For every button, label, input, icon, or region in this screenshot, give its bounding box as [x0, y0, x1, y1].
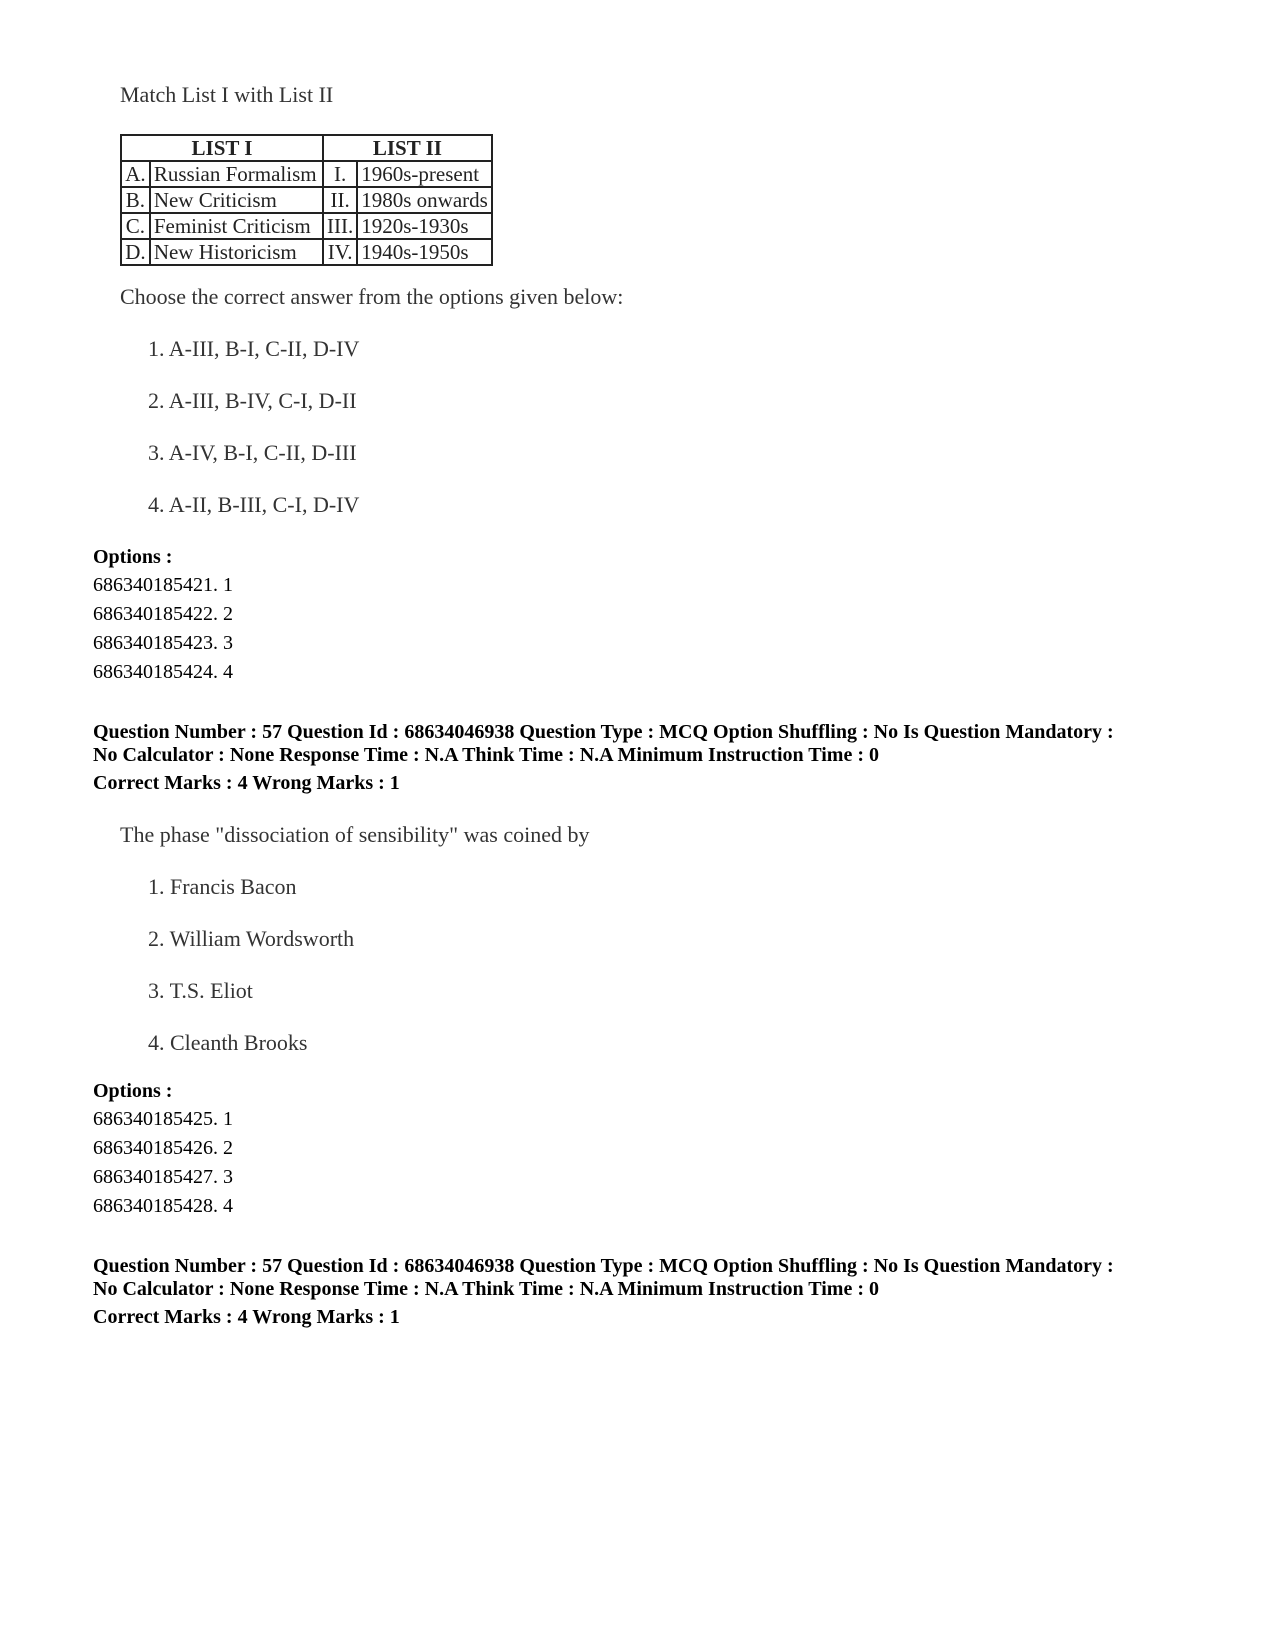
list-i-key: A. — [121, 161, 150, 187]
marks-line: Correct Marks : 4 Wrong Marks : 1 — [93, 772, 400, 794]
question-meta-line: Question Number : 57 Question Id : 68634046938 Question Type : MCQ Option Shuffling : No Is Question Mandatory : — [93, 1255, 1114, 1277]
choice-item: 1. Francis Bacon — [148, 874, 297, 899]
choice-item: 3. A-IV, B-I, C-II, D-III — [148, 440, 357, 465]
question-meta-line: No Calculator : None Response Time : N.A Think Time : N.A Minimum Instruction Time : 0 — [93, 744, 879, 766]
list-i-value: Feminist Criticism — [150, 213, 323, 239]
list-ii-key: IV. — [323, 239, 357, 265]
choice-item: 2. William Wordsworth — [148, 926, 355, 951]
list-ii-key: I. — [323, 161, 357, 187]
list-ii-key: II. — [323, 187, 357, 213]
question-intro: The phase "dissociation of sensibility" was coined by — [120, 822, 590, 847]
question-meta-line: Question Number : 57 Question Id : 68634046938 Question Type : MCQ Option Shuffling : No Is Question Mandatory : — [93, 721, 1114, 743]
list-ii-value: 1920s-1930s — [357, 213, 492, 239]
option-item: 686340185423. 3 — [93, 632, 233, 654]
question-intro: Match List I with List II — [120, 82, 334, 107]
option-item: 686340185426. 2 — [93, 1137, 233, 1159]
option-item: 686340185427. 3 — [93, 1166, 233, 1188]
table-row — [121, 161, 492, 187]
question-meta — [93, 721, 1203, 767]
choice-item: 2. A-III, B-IV, C-I, D-II — [148, 388, 357, 413]
marks-line: Correct Marks : 4 Wrong Marks : 1 — [93, 1306, 400, 1328]
list-i-value: Russian Formalism — [150, 161, 323, 187]
list-ii-value: 1940s-1950s — [357, 239, 492, 265]
options-label: Options : — [93, 546, 173, 568]
options-list — [93, 1105, 233, 1221]
options-label: Options : — [93, 1080, 173, 1102]
list-ii-header: LIST II — [323, 135, 492, 161]
choice-item: 1. A-III, B-I, C-II, D-IV — [148, 336, 360, 361]
answer-prompt: Choose the correct answer from the options given below: — [120, 284, 624, 309]
option-item: 686340185428. 4 — [93, 1195, 233, 1217]
choice-item: 4. Cleanth Brooks — [148, 1030, 308, 1055]
list-i-key: C. — [121, 213, 150, 239]
list-i-value: New Historicism — [150, 239, 323, 265]
list-ii-value: 1960s-present — [357, 161, 492, 187]
question-meta-line: No Calculator : None Response Time : N.A Think Time : N.A Minimum Instruction Time : 0 — [93, 1278, 879, 1300]
option-item: 686340185424. 4 — [93, 661, 233, 683]
list-ii-key: III. — [323, 213, 357, 239]
option-item: 686340185421. 1 — [93, 574, 233, 596]
table-row — [121, 187, 492, 213]
table-header-row — [121, 135, 492, 161]
list-ii-value: 1980s onwards — [357, 187, 492, 213]
list-i-key: D. — [121, 239, 150, 265]
table-row — [121, 239, 492, 265]
list-i-value: New Criticism — [150, 187, 323, 213]
options-list — [93, 571, 233, 687]
list-i-key: B. — [121, 187, 150, 213]
list-i-header: LIST I — [121, 135, 323, 161]
option-item: 686340185425. 1 — [93, 1108, 233, 1130]
option-item: 686340185422. 2 — [93, 603, 233, 625]
question-meta — [93, 1255, 1203, 1301]
table-row — [121, 213, 492, 239]
match-table — [120, 134, 493, 266]
choice-item: 4. A-II, B-III, C-I, D-IV — [148, 492, 360, 517]
choice-item: 3. T.S. Eliot — [148, 978, 253, 1003]
